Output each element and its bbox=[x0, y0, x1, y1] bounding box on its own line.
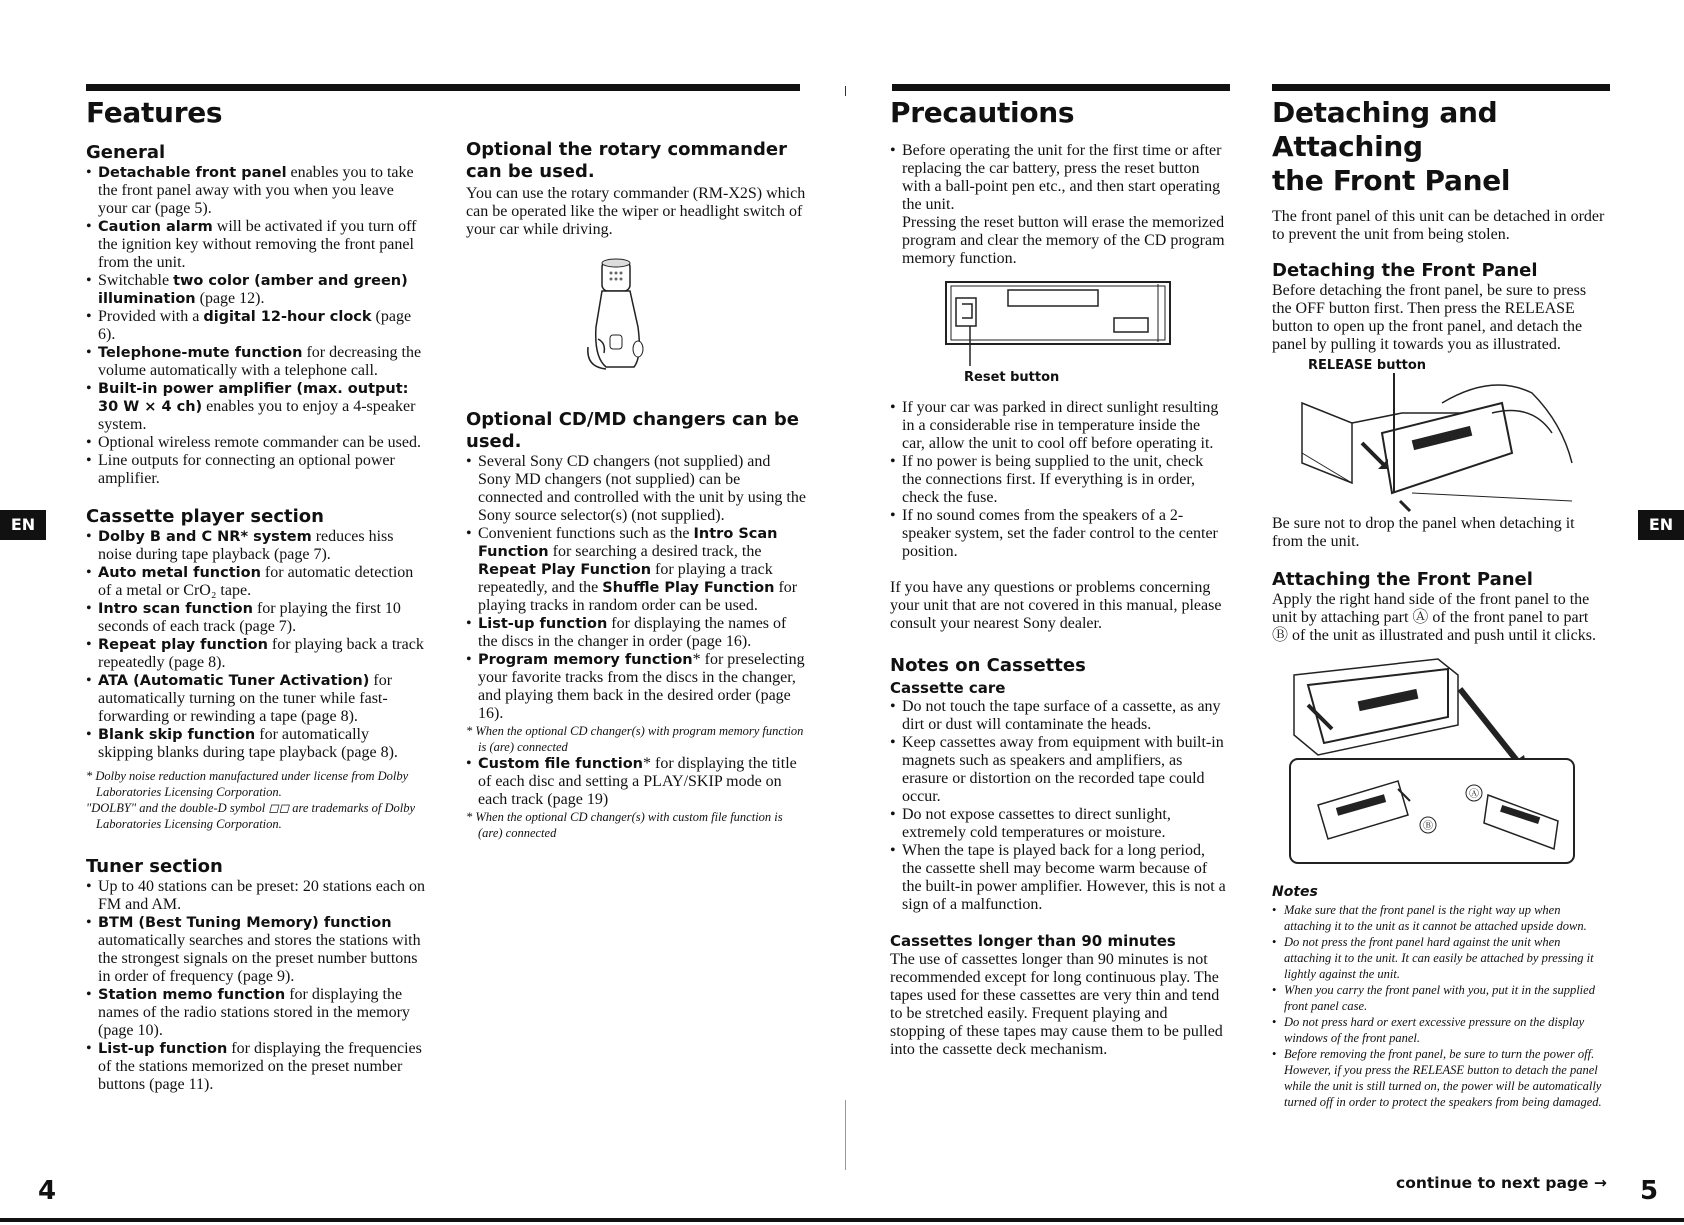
item-text: for automatic detection of a metal or CrO₂ tape. bbox=[98, 564, 414, 599]
drop-warning: Be sure not to drop the panel when detaching it from the unit. bbox=[1272, 515, 1575, 550]
list-item bbox=[86, 600, 426, 636]
list-item bbox=[86, 528, 426, 564]
item-text: When you carry the front panel with you, put it in the supplied front panel case. bbox=[1284, 983, 1595, 1013]
cassette-heading: Cassette player section bbox=[86, 506, 324, 527]
precautions-list-2 bbox=[890, 399, 1226, 561]
list-item bbox=[86, 218, 426, 272]
feature-keyword: Detachable front panel bbox=[98, 165, 287, 181]
feature-keyword: Caution alarm bbox=[98, 219, 213, 235]
questions-text: If you have any questions or problems concerning your unit that are not covered in this manual, please consult your nearest Sony dealer. bbox=[890, 579, 1222, 632]
detach-intro: The front panel of this unit can be detached in order to prevent the unit from being stolen. bbox=[1272, 208, 1605, 243]
general-heading: General bbox=[86, 142, 166, 163]
language-tab-left: EN bbox=[0, 510, 46, 540]
custom-file-footnote: * When the optional CD changer(s) with custom file function is (are) connected bbox=[466, 810, 783, 840]
list-item bbox=[466, 453, 806, 525]
item-text: enables you to take the front panel away with you when you leave your car (page 5). bbox=[98, 164, 414, 217]
release-button-label: RELEASE button bbox=[1308, 358, 1427, 373]
list-item bbox=[1272, 982, 1608, 1014]
longer-cassettes-heading: Cassettes longer than 90 minutes bbox=[890, 932, 1176, 950]
list-item bbox=[86, 380, 426, 434]
list-item bbox=[890, 842, 1226, 914]
feature-keyword: Repeat Play Function bbox=[478, 562, 652, 578]
feature-keyword: Shuffle Play Function bbox=[602, 580, 775, 596]
list-item bbox=[890, 806, 1226, 842]
continue-to-next-page: continue to next page → bbox=[1396, 1174, 1607, 1192]
item-text: Several Sony CD changers (not supplied) and Sony MD changers (not supplied) can be connected and controlled with the unit by using the Sony source selector(s) (not supplied). bbox=[478, 453, 806, 524]
attaching-illustration bbox=[1288, 655, 1608, 873]
feature-keyword: Auto metal function bbox=[98, 565, 261, 581]
list-item bbox=[1272, 934, 1608, 982]
precaution-text: Before operating the unit for the first time or after replacing the car battery, press the reset button with a ball-point pen etc., and then start operating the unit. bbox=[902, 142, 1222, 213]
item-text: for decreasing the volume automatically with a telephone call. bbox=[98, 344, 422, 379]
dolby-footnote-2: "DOLBY" and the double-D symbol ◻◻ are trademarks of Dolby Laboratories Licensing Corporation. bbox=[86, 801, 416, 831]
feature-keyword: Program memory function bbox=[478, 652, 693, 668]
item-text: Keep cassettes away from equipment with built-in magnets such as speakers and amplifiers, as erasure or distortion on the recorded tape could occur. bbox=[902, 734, 1224, 805]
item-text: reduces hiss noise during tape playback (page 7). bbox=[98, 528, 394, 563]
bottom-rule bbox=[0, 1218, 1684, 1222]
list-item bbox=[466, 615, 806, 651]
item-text: will be activated if you turn off the ignition key without removing the front panel from the unit. bbox=[98, 218, 417, 271]
detach-column bbox=[1272, 96, 1608, 1110]
list-item bbox=[1272, 902, 1608, 934]
detach-rule bbox=[1272, 84, 1610, 91]
gutter-mark bbox=[845, 86, 846, 96]
item-text: for playing the first 10 seconds of each track (page 7). bbox=[98, 600, 401, 635]
item-text: for automatically skipping blanks during tape playback (page 8). bbox=[98, 726, 398, 761]
feature-keyword: Intro scan function bbox=[98, 601, 253, 617]
optional-column bbox=[466, 139, 806, 841]
features-title: Features bbox=[86, 96, 223, 129]
item-text: Do not press the front panel hard against the unit when attaching it to the unit. It can easily be attached by pressing it lightly against the unit. bbox=[1284, 935, 1594, 981]
list-item bbox=[86, 452, 426, 488]
feature-keyword: Telephone-mute function bbox=[98, 345, 303, 361]
item-text: Do not expose cassettes to direct sunlight, extremely cold temperatures or moisture. bbox=[902, 806, 1171, 841]
rotary-heading: Optional the rotary commander can be used. bbox=[466, 139, 787, 182]
item-text: for playing tracks in random order can be used. bbox=[478, 579, 798, 614]
precaution-text-2: Pressing the reset button will erase the memorized program and clear the memory of the CD program memory function. bbox=[902, 214, 1225, 267]
longer-cassettes-text: The use of cassettes longer than 90 minutes is not recommended except for long continuous play. The tapes used for these cassettes are very thin and tend to be stretched easily. Frequent playing and stopping of these tapes may cause them to be pulled into the cassette deck mechanism. bbox=[890, 951, 1223, 1058]
item-text: enables you to enjoy a 4-speaker system. bbox=[98, 398, 416, 433]
tuner-list bbox=[86, 878, 426, 1094]
list-item bbox=[86, 986, 426, 1040]
program-memory-footnote: * When the optional CD changer(s) with program memory function is (are) connected bbox=[466, 724, 804, 754]
item-text: Make sure that the front panel is the right way up when attaching it to the unit as it cannot be attached upside down. bbox=[1284, 903, 1587, 933]
item-text: Convenient functions such as the bbox=[478, 525, 694, 542]
precautions-title: Precautions bbox=[890, 96, 1075, 129]
reset-button-label: Reset button bbox=[964, 370, 1060, 385]
list-item bbox=[86, 272, 426, 308]
item-text: for searching a desired track, the bbox=[548, 543, 762, 560]
feature-keyword: digital 12-hour clock bbox=[203, 309, 372, 325]
item-text: Switchable bbox=[98, 272, 174, 289]
item-text: (page 6). bbox=[98, 308, 412, 343]
item-text: for playing back a track repeatedly (page 8). bbox=[98, 636, 424, 671]
feature-keyword: two color (amber and green) illumination bbox=[98, 273, 408, 307]
feature-keyword: List-up function bbox=[98, 1041, 228, 1057]
page-number-left: 4 bbox=[38, 1176, 57, 1206]
detach-title bbox=[1272, 96, 1608, 198]
detach-title-line-1: Detaching and Attaching bbox=[1272, 96, 1498, 163]
features-rule bbox=[86, 84, 800, 91]
page-number-right: 5 bbox=[1640, 1176, 1659, 1206]
gutter-line bbox=[845, 1100, 846, 1170]
feature-keyword: Dolby B and C NR* system bbox=[98, 529, 312, 545]
list-item bbox=[890, 453, 1226, 507]
cassette-care-list bbox=[890, 698, 1226, 914]
attaching-heading: Attaching the Front Panel bbox=[1272, 569, 1533, 590]
notes-list bbox=[1272, 902, 1608, 1110]
cassette-care-heading: Cassette care bbox=[890, 679, 1006, 697]
item-text: Before removing the front panel, be sure to turn the power off. However, if you press the RELEASE button to detach the panel while the unit is still turned on, the power will be automatically turned off in order to protect the speakers from being damaged. bbox=[1284, 1047, 1602, 1109]
list-item bbox=[1272, 1046, 1608, 1110]
precautions-column bbox=[890, 96, 1226, 1059]
item-text: If no power is being supplied to the unit, check the connections first. If everything is in order, check the fuse. bbox=[902, 453, 1204, 506]
features-column bbox=[86, 96, 426, 1094]
feature-keyword: Blank skip function bbox=[98, 727, 256, 743]
list-item bbox=[86, 726, 426, 762]
item-text: automatically searches and stores the stations with the strongest signals on the preset number buttons in order of frequency (page 9). bbox=[98, 932, 421, 985]
detach-title-line-2: the Front Panel bbox=[1272, 164, 1511, 197]
item-text: * for preselecting your favorite tracks from the discs in the changer, and playing them back in the desired order (page 16). bbox=[478, 651, 805, 722]
list-item bbox=[86, 1040, 426, 1094]
item-text: Optional wireless remote commander can be used. bbox=[98, 434, 421, 451]
tuner-heading: Tuner section bbox=[86, 856, 223, 877]
item-text: for displaying the names of the discs in the changer in order (page 16). bbox=[478, 615, 787, 650]
feature-keyword: Intro Scan Function bbox=[478, 526, 778, 560]
general-list bbox=[86, 164, 426, 488]
list-item bbox=[86, 434, 426, 452]
language-tab-right: EN bbox=[1638, 510, 1684, 540]
item-text: for playing a track repeatedly, and the bbox=[478, 561, 773, 596]
changers-heading: Optional CD/MD changers can be used. bbox=[466, 409, 799, 452]
item-text: Up to 40 stations can be preset: 20 stations each on FM and AM. bbox=[98, 878, 426, 913]
feature-keyword: Custom file function bbox=[478, 756, 643, 772]
list-item bbox=[86, 344, 426, 380]
feature-text: * for displaying the title of each disc and setting a PLAY/SKIP mode on each track (page 19) bbox=[478, 755, 797, 808]
list-item bbox=[466, 651, 806, 723]
rotary-commander-illustration bbox=[576, 257, 806, 377]
item-text: Line outputs for connecting an optional power amplifier. bbox=[98, 452, 395, 487]
part-a-marker: Ⓐ bbox=[1469, 789, 1479, 800]
feature-keyword: BTM (Best Tuning Memory) function bbox=[98, 915, 392, 931]
item-text: If no sound comes from the speakers of a 2-speaker system, set the fader control to the center position. bbox=[902, 507, 1218, 560]
changers-list bbox=[466, 453, 806, 723]
attaching-text: Apply the right hand side of the front panel to the unit by attaching part Ⓐ of the front panel to part Ⓑ of the unit as illustrated and push until it clicks. bbox=[1272, 591, 1596, 644]
detaching-illustration bbox=[1292, 373, 1608, 513]
list-item bbox=[86, 914, 426, 986]
item-text: for displaying the frequencies of the stations memorized on the preset number buttons (page 11). bbox=[98, 1040, 422, 1093]
dolby-footnote-1: * Dolby noise reduction manufactured under license from Dolby Laboratories Licensing Corporation. bbox=[86, 769, 409, 799]
cassette-list bbox=[86, 528, 426, 762]
item-text: Do not press hard or exert excessive pressure on the display windows of the front panel. bbox=[1284, 1015, 1585, 1045]
list-item bbox=[86, 878, 426, 914]
list-item bbox=[1272, 1014, 1608, 1046]
list-item bbox=[890, 698, 1226, 734]
list-item bbox=[466, 525, 806, 615]
reset-button-illustration bbox=[944, 278, 1226, 370]
feature-keyword: List-up function bbox=[478, 616, 608, 632]
rotary-text: You can use the rotary commander (RM-X2S) which can be operated like the wiper or headlight switch of your car while driving. bbox=[466, 185, 806, 238]
list-item bbox=[86, 564, 426, 600]
custom-file-list bbox=[466, 755, 806, 809]
item-text: If your car was parked in direct sunlight resulting in a considerable rise in temperature inside the car, allow the unit to cool off before operating it. bbox=[902, 399, 1219, 452]
list-item bbox=[86, 636, 426, 672]
item-text: Provided with a bbox=[98, 308, 204, 325]
feature-keyword: ATA (Automatic Tuner Activation) bbox=[98, 673, 370, 689]
list-item bbox=[466, 755, 806, 809]
item-text: for displaying the names of the radio stations stored in the memory (page 10). bbox=[98, 986, 410, 1039]
feature-keyword: Built-in power amplifier (max. output: 30 W × 4 ch) bbox=[98, 381, 409, 415]
list-item bbox=[86, 308, 426, 344]
notes-on-cassettes-heading: Notes on Cassettes bbox=[890, 655, 1086, 676]
list-item bbox=[890, 734, 1226, 806]
precautions-rule bbox=[892, 84, 1230, 91]
notes-heading: Notes bbox=[1272, 884, 1318, 900]
feature-keyword: Repeat play function bbox=[98, 637, 268, 653]
detaching-text: Before detaching the front panel, be sure to press the OFF button first. Then press the RELEASE button to open up the front panel, and detach the panel by pulling it towards you as illustrated. bbox=[1272, 282, 1587, 353]
precautions-list-1 bbox=[890, 142, 1226, 268]
part-b-marker: Ⓑ bbox=[1423, 821, 1433, 832]
list-item bbox=[890, 507, 1226, 561]
list-item bbox=[86, 672, 426, 726]
item-text: for automatically turning on the tuner while fast-forwarding or rewinding a tape (page 8). bbox=[98, 672, 393, 725]
list-item bbox=[890, 399, 1226, 453]
detaching-heading: Detaching the Front Panel bbox=[1272, 260, 1538, 281]
list-item bbox=[86, 164, 426, 218]
feature-keyword: Station memo function bbox=[98, 987, 286, 1003]
item-text: Do not touch the tape surface of a cassette, as any dirt or dust will contaminate the heads. bbox=[902, 698, 1221, 733]
item-text: (page 12). bbox=[195, 290, 265, 307]
list-item bbox=[890, 142, 1226, 268]
item-text: When the tape is played back for a long period, the cassette shell may become warm because of the built-in power amplifier. However, this is not a sign of a malfunction. bbox=[902, 842, 1226, 913]
